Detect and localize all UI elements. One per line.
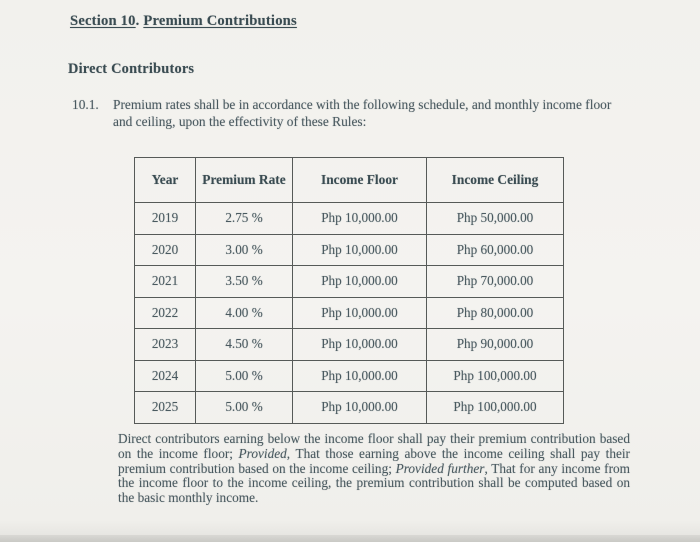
clause-number: 10.1. bbox=[72, 97, 99, 112]
cell-rate: 4.00 % bbox=[196, 297, 293, 329]
proviso-text: , That for any income from the income floor to the income ceiling, the premium contribution shall be computed based on the basic monthly income. bbox=[118, 460, 631, 506]
scan-edge-shadow bbox=[0, 535, 700, 542]
header-year: Year bbox=[135, 158, 196, 203]
header-income-floor: Income Floor bbox=[293, 158, 427, 203]
cell-ceiling: Php 80,000.00 bbox=[427, 297, 564, 329]
cell-rate: 5.00 % bbox=[196, 360, 293, 392]
cell-year: 2022 bbox=[135, 297, 196, 329]
cell-floor: Php 10,000.00 bbox=[293, 360, 427, 392]
cell-floor: Php 10,000.00 bbox=[293, 392, 427, 424]
cell-rate: 3.00 % bbox=[196, 234, 293, 266]
cell-year: 2023 bbox=[135, 329, 196, 361]
section-heading bbox=[70, 13, 297, 30]
table-row bbox=[135, 234, 564, 266]
section-heading-number: Section 10 bbox=[70, 13, 136, 29]
proviso-provided-further: Provided further bbox=[395, 460, 485, 476]
cell-year: 2019 bbox=[135, 203, 196, 235]
header-premium-rate: Premium Rate bbox=[196, 158, 293, 203]
cell-year: 2021 bbox=[135, 266, 196, 298]
cell-floor: Php 10,000.00 bbox=[293, 234, 427, 266]
header-income-ceiling: Income Ceiling bbox=[427, 158, 564, 203]
table-row bbox=[135, 297, 564, 329]
cell-floor: Php 10,000.00 bbox=[293, 297, 427, 329]
table-header-row bbox=[135, 158, 564, 203]
proviso-paragraph bbox=[118, 432, 630, 506]
cell-year: 2020 bbox=[135, 234, 196, 266]
cell-ceiling: Php 60,000.00 bbox=[427, 234, 564, 266]
cell-ceiling: Php 90,000.00 bbox=[427, 329, 564, 361]
cell-ceiling: Php 50,000.00 bbox=[427, 203, 564, 235]
cell-ceiling: Php 100,000.00 bbox=[427, 392, 564, 424]
cell-ceiling: Php 100,000.00 bbox=[427, 360, 564, 392]
table-row bbox=[135, 203, 564, 235]
cell-floor: Php 10,000.00 bbox=[293, 266, 427, 298]
table-row bbox=[135, 392, 564, 424]
cell-year: 2024 bbox=[135, 360, 196, 392]
table-row bbox=[135, 329, 564, 361]
cell-floor: Php 10,000.00 bbox=[293, 329, 427, 361]
section-heading-title: Premium Contributions bbox=[143, 13, 297, 29]
cell-floor: Php 10,000.00 bbox=[293, 203, 427, 235]
cell-rate: 4.50 % bbox=[196, 329, 293, 361]
table-row bbox=[135, 266, 564, 298]
premium-rates-table bbox=[134, 157, 564, 424]
clause-10-1 bbox=[72, 97, 628, 130]
table-row bbox=[135, 360, 564, 392]
proviso-text: , That those earning above the income ceiling shall pay their premium contribution based on the income ceiling; bbox=[118, 445, 630, 476]
cell-rate: 5.00 % bbox=[196, 392, 293, 424]
cell-year: 2025 bbox=[135, 392, 196, 424]
proviso-text: Direct contributors earning below the income floor shall pay their premium contribution based on the income floor; bbox=[118, 431, 630, 461]
cell-rate: 3.50 % bbox=[196, 266, 293, 298]
cell-rate: 2.75 % bbox=[196, 203, 293, 235]
subheading-direct-contributors: Direct Contributors bbox=[68, 61, 195, 77]
clause-text: Premium rates shall be in accordance with the following schedule, and monthly income floor and ceiling, upon the effectivity of these Rules: bbox=[113, 97, 612, 129]
proviso-provided: Provided bbox=[238, 445, 287, 461]
section-heading-separator: . bbox=[135, 13, 144, 29]
cell-ceiling: Php 70,000.00 bbox=[427, 266, 564, 298]
